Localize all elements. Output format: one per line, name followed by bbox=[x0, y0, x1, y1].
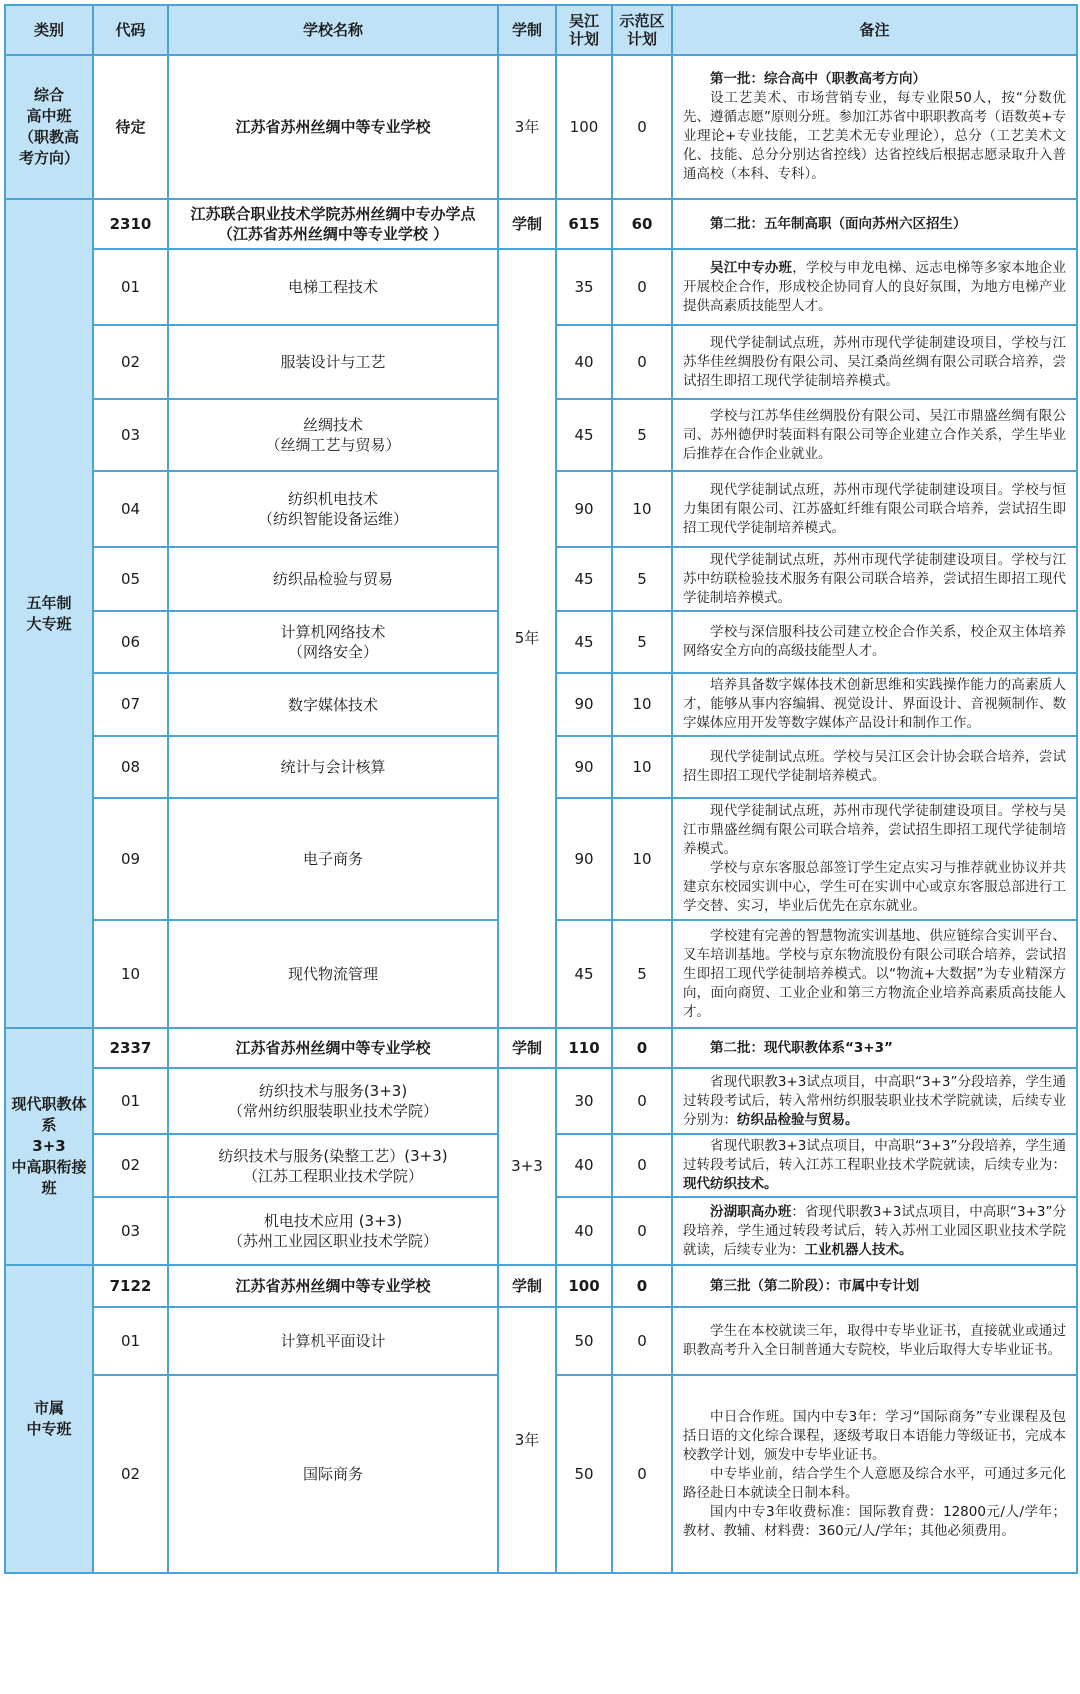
wujiang-plan-cell: 100 bbox=[556, 1265, 612, 1307]
demo-plan-cell: 60 bbox=[612, 199, 672, 249]
category-cell: 综合 高中班 （职教高 考方向） bbox=[5, 55, 93, 199]
school-cell: 江苏省苏州丝绸中等专业学校 bbox=[168, 55, 498, 199]
table-row bbox=[5, 1307, 1077, 1375]
remarks-cell bbox=[672, 399, 1077, 471]
header-system: 学制 bbox=[498, 5, 556, 55]
demo-plan-cell: 0 bbox=[612, 1307, 672, 1375]
code-cell: 01 bbox=[93, 249, 168, 325]
group-head-row bbox=[5, 1265, 1077, 1307]
wujiang-plan-cell: 50 bbox=[556, 1375, 612, 1573]
remarks-cell: 第一批：综合高中（职教高考方向） 设工艺美术、市场营销专业，每专业限50人，按“分数优先、遵循志愿”原则分班。参加江苏省中职职教高考（语数英+专业理论+专业技能，工艺美术无专业理论），总分（工艺美术文化、技能、总分分别达省控线）达省控线后根据志愿录取升入普通高校（本科、专科）。 bbox=[672, 55, 1077, 199]
remarks-cell bbox=[672, 1197, 1077, 1265]
demo-plan-cell: 0 bbox=[612, 55, 672, 199]
major-name-cell: 电梯工程技术 bbox=[168, 249, 498, 325]
remarks-cell bbox=[672, 547, 1077, 611]
header-code: 代码 bbox=[93, 5, 168, 55]
code-cell: 7122 bbox=[93, 1265, 168, 1307]
header-remarks: 备注 bbox=[672, 5, 1077, 55]
major-name-cell: 纺织技术与服务(染整工艺）(3+3) （江苏工程职业技术学院） bbox=[168, 1134, 498, 1197]
note-text: 学校与深信服科技公司建立校企合作关系，校企双主体培养网络安全方向的高级技能型人才。 bbox=[683, 624, 1066, 659]
major-name-cell: 数字媒体技术 bbox=[168, 673, 498, 736]
code-cell: 02 bbox=[93, 325, 168, 399]
note-text: 省现代职教3+3试点项目，中高职“3+3”分段培养，学生通过转段考试后，转入江苏工程职业技术学院就读，后续专业为： bbox=[683, 1138, 1066, 1173]
wujiang-plan-cell: 40 bbox=[556, 1134, 612, 1197]
code-cell: 08 bbox=[93, 736, 168, 798]
major-name-cell: 计算机平面设计 bbox=[168, 1307, 498, 1375]
remarks-cell bbox=[672, 798, 1077, 920]
remarks-cell bbox=[672, 611, 1077, 673]
wujiang-plan-cell: 100 bbox=[556, 55, 612, 199]
note-text: 学校与江苏华佳丝绸股份有限公司、吴江市鼎盛丝绸有限公司、苏州德伊时装面料有限公司等企业建立合作关系，学生毕业后推荐在合作企业就业。 bbox=[683, 407, 1066, 462]
wujiang-plan-cell: 90 bbox=[556, 798, 612, 920]
remarks-cell bbox=[672, 1068, 1077, 1134]
code-cell: 02 bbox=[93, 1134, 168, 1197]
demo-plan-cell: 0 bbox=[612, 1028, 672, 1068]
major-name-cell: 机电技术应用 (3+3) （苏州工业园区职业技术学院） bbox=[168, 1197, 498, 1265]
demo-plan-cell: 10 bbox=[612, 673, 672, 736]
table-row bbox=[5, 249, 1077, 325]
remarks-cell bbox=[672, 673, 1077, 736]
demo-plan-cell: 10 bbox=[612, 471, 672, 547]
note-tail: 纺织品检验与贸易。 bbox=[737, 1111, 859, 1128]
wujiang-plan-cell: 35 bbox=[556, 249, 612, 325]
remarks-cell: 学生在本校就读三年，取得中专毕业证书，直接就业或通过职教高考升入全日制普通大专院校，毕业后取得大专毕业证书。 bbox=[672, 1307, 1077, 1375]
demo-plan-cell: 0 bbox=[612, 1265, 672, 1307]
wujiang-plan-cell: 90 bbox=[556, 673, 612, 736]
wujiang-plan-cell: 45 bbox=[556, 547, 612, 611]
category-cell: 市属 中专班 bbox=[5, 1265, 93, 1573]
remarks-cell bbox=[672, 920, 1077, 1028]
demo-plan-cell: 0 bbox=[612, 1197, 672, 1265]
note-text: 现代学徒制试点班，苏州市现代学徒制建设项目。学校与吴江市鼎盛丝绸有限公司联合培养，尝试招生即招工现代学徒制培养模式。 bbox=[683, 803, 1066, 857]
major-name-cell: 纺织机电技术 （纺织智能设备运维） bbox=[168, 471, 498, 547]
note-text: 省现代职教3+3试点项目，中高职“3+3”分段培养，学生通过转段考试后，转入常州纺织服装职业技术学院就读，后续专业分别为： bbox=[683, 1073, 1066, 1128]
school-cell: 江苏联合职业技术学院苏州丝绸中专办学点 （江苏省苏州丝绸中等专业学校 ） bbox=[168, 199, 498, 249]
major-name-cell: 国际商务 bbox=[168, 1375, 498, 1573]
category-cell: 现代职教体系 3+3 中高职衔接班 bbox=[5, 1028, 93, 1265]
major-name-cell: 计算机网络技术 （网络安全） bbox=[168, 611, 498, 673]
code-cell: 待定 bbox=[93, 55, 168, 199]
city-secondary-group bbox=[5, 1265, 1077, 1573]
system-cell: 学制 bbox=[498, 199, 556, 249]
note-text: ：省现代职教3+3试点项目，中高职“3+3”分段培养，学生通过转段考试后，转入苏州工业园区职业技术学院就读，后续专业为： bbox=[683, 1203, 1067, 1258]
note-text: 培养具备数字媒体技术创新思维和实践操作能力的高素质人才，能够从事内容编辑、视觉设计、界面设计、音视频制作、数字媒体应用开发等数字媒体产品设计和制作工作。 bbox=[683, 677, 1066, 731]
demo-plan-cell: 0 bbox=[612, 325, 672, 399]
major-name-cell: 纺织技术与服务(3+3) （常州纺织服装职业技术学院） bbox=[168, 1068, 498, 1134]
three-plus-three-group bbox=[5, 1028, 1077, 1265]
code-cell: 02 bbox=[93, 1375, 168, 1573]
wujiang-plan-cell: 615 bbox=[556, 199, 612, 249]
enrollment-plan-table bbox=[4, 4, 1078, 1574]
note-text: 学校与京东客服总部签订学生定点实习与推荐就业协议并共建京东校园实训中心，学生可在实训中心或京东客服总部进行工学交替、实习，毕业后优先在京东就业。 bbox=[683, 860, 1066, 914]
note-lead: 汾湖职高办班 bbox=[710, 1203, 792, 1220]
table-row bbox=[5, 1068, 1077, 1134]
note-text: 现代学徒制试点班，苏州市现代学徒制建设项目，学校与江苏华佳丝绸股份有限公司、吴江桑尚丝绸有限公司联合培养，尝试招生即招工现代学徒制培养模式。 bbox=[683, 334, 1066, 389]
demo-plan-cell: 10 bbox=[612, 798, 672, 920]
major-name-cell: 纺织品检验与贸易 bbox=[168, 547, 498, 611]
demo-plan-cell: 0 bbox=[612, 249, 672, 325]
demo-plan-cell: 0 bbox=[612, 1375, 672, 1573]
wujiang-plan-cell: 45 bbox=[556, 399, 612, 471]
wujiang-plan-cell: 40 bbox=[556, 1197, 612, 1265]
code-cell: 10 bbox=[93, 920, 168, 1028]
wujiang-plan-cell: 30 bbox=[556, 1068, 612, 1134]
remarks-cell bbox=[672, 471, 1077, 547]
remarks-cell bbox=[672, 1134, 1077, 1197]
wujiang-plan-cell: 45 bbox=[556, 920, 612, 1028]
code-cell: 03 bbox=[93, 1197, 168, 1265]
remarks-cell bbox=[672, 325, 1077, 399]
header-school: 学校名称 bbox=[168, 5, 498, 55]
demo-plan-cell: 5 bbox=[612, 399, 672, 471]
note-text: 学校建有完善的智慧物流实训基地、供应链综合实训平台、叉车培训基地。学校与京东物流股份有限公司联合培养，尝试招生即招工现代学徒制培养模式。以“物流+大数据”为专业精深方向，面向商贸、工业企业和第三方物流企业培养高素质高技能人才。 bbox=[683, 927, 1066, 1020]
note-tail: 工业机器人技术。 bbox=[804, 1241, 913, 1258]
system-cell: 学制 bbox=[498, 1028, 556, 1068]
demo-plan-cell: 0 bbox=[612, 1068, 672, 1134]
wujiang-plan-cell: 40 bbox=[556, 325, 612, 399]
wujiang-plan-cell: 90 bbox=[556, 736, 612, 798]
code-cell: 06 bbox=[93, 611, 168, 673]
major-name-cell: 服装设计与工艺 bbox=[168, 325, 498, 399]
note-text: 现代学徒制试点班，苏州市现代学徒制建设项目。学校与恒力集团有限公司、江苏盛虹纤维有限公司联合培养，尝试招生即招工现代学徒制培养模式。 bbox=[683, 481, 1066, 536]
wujiang-plan-cell: 110 bbox=[556, 1028, 612, 1068]
note-text: ，学校与申龙电梯、远志电梯等多家本地企业开展校企合作，形成校企协同育人的良好氛围，为地方电梯产业提供高素质技能型人才。 bbox=[683, 259, 1067, 314]
code-cell: 07 bbox=[93, 673, 168, 736]
demo-plan-cell: 0 bbox=[612, 1134, 672, 1197]
school-cell: 江苏省苏州丝绸中等专业学校 bbox=[168, 1028, 498, 1068]
five-year-group bbox=[5, 199, 1077, 1028]
code-cell: 04 bbox=[93, 471, 168, 547]
wujiang-plan-cell: 50 bbox=[556, 1307, 612, 1375]
system-cell: 学制 bbox=[498, 1265, 556, 1307]
note-text: 现代学徒制试点班，苏州市现代学徒制建设项目。学校与江苏中纺联检验技术服务有限公司联合培养，尝试招生即招工现代学徒制培养模式。 bbox=[683, 551, 1066, 606]
remarks-cell bbox=[672, 249, 1077, 325]
system-cell: 3年 bbox=[498, 1307, 556, 1573]
demo-plan-cell: 10 bbox=[612, 736, 672, 798]
demo-plan-cell: 5 bbox=[612, 611, 672, 673]
group-head-row bbox=[5, 199, 1077, 249]
major-name-cell: 统计与会计核算 bbox=[168, 736, 498, 798]
note-tail: 现代纺织技术。 bbox=[683, 1176, 778, 1192]
remarks-cell bbox=[672, 736, 1077, 798]
group-head-row bbox=[5, 1028, 1077, 1068]
system-cell: 5年 bbox=[498, 249, 556, 1028]
wujiang-plan-cell: 45 bbox=[556, 611, 612, 673]
code-cell: 09 bbox=[93, 798, 168, 920]
code-cell: 03 bbox=[93, 399, 168, 471]
note-text: 现代学徒制试点班。学校与吴江区会计协会联合培养，尝试招生即招工现代学徒制培养模式。 bbox=[683, 749, 1066, 784]
major-name-cell: 丝绸技术 （丝绸工艺与贸易） bbox=[168, 399, 498, 471]
category-cell: 五年制 大专班 bbox=[5, 199, 93, 1028]
note-lead: 吴江中专办班 bbox=[710, 259, 793, 276]
code-cell: 05 bbox=[93, 547, 168, 611]
header-wujiang-plan: 吴江 计划 bbox=[556, 5, 612, 55]
remarks-cell: 第二批：五年制高职（面向苏州六区招生） bbox=[672, 199, 1077, 249]
wujiang-plan-cell: 90 bbox=[556, 471, 612, 547]
remarks-cell: 中日合作班。国内中专3年：学习“国际商务”专业课程及包括日语的文化综合课程，逐级考取日本语能力等级证书，完成本校教学计划，颁发中专毕业证书。 中专毕业前，结合学生个人意愿及综合水平，可通过多元化路径赴日本就读全日制本科。 国内中专3年收费标准：国际教育费：12800元/人/学年；教材、教辅、材料费：360元/人/学年；其他必须费用。 bbox=[672, 1375, 1077, 1573]
code-cell: 01 bbox=[93, 1307, 168, 1375]
header-category: 类别 bbox=[5, 5, 93, 55]
major-name-cell: 现代物流管理 bbox=[168, 920, 498, 1028]
remarks-cell: 第三批（第二阶段）：市属中专计划 bbox=[672, 1265, 1077, 1307]
remarks-cell: 第二批：现代职教体系“3+3” bbox=[672, 1028, 1077, 1068]
code-cell: 2310 bbox=[93, 199, 168, 249]
code-cell: 2337 bbox=[93, 1028, 168, 1068]
header-row bbox=[5, 5, 1077, 55]
system-cell: 3年 bbox=[498, 55, 556, 199]
school-cell: 江苏省苏州丝绸中等专业学校 bbox=[168, 1265, 498, 1307]
header-demo-plan: 示范区 计划 bbox=[612, 5, 672, 55]
system-cell: 3+3 bbox=[498, 1068, 556, 1265]
code-cell: 01 bbox=[93, 1068, 168, 1134]
demo-plan-cell: 5 bbox=[612, 920, 672, 1028]
table-row bbox=[5, 55, 1077, 199]
major-name-cell: 电子商务 bbox=[168, 798, 498, 920]
demo-plan-cell: 5 bbox=[612, 547, 672, 611]
